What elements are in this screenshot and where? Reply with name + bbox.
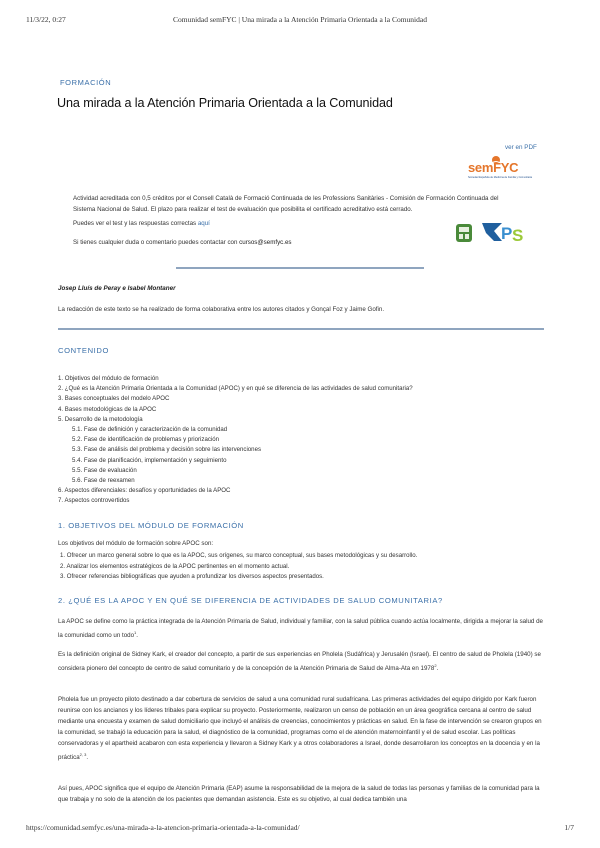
contact-email-link[interactable]: cursos@semfyc.es [239,239,292,246]
toc-item[interactable]: 4. Bases metodológicas de la APOC [58,405,157,413]
paragraph-text: La APOC se define como la práctica integrada de la Atención Primaria de Salud, individual y familiar, con la salud pública cuando actúa localmente, dirigida a mejorar la salud de la comunidad como un todo [58,618,543,640]
section2-heading: 2. ¿QUÉ ES LA APOC Y EN QUÉ SE DIFERENCIA DE ACTIVIDADES DE SALUD COMUNITARIA? [58,596,443,605]
toc-item[interactable]: 1. Objetivos del módulo de formación [58,375,159,382]
objective-item: 1. Ofrecer un marco general sobre lo que es la APOC, sus orígenes, su marco conceptual, sus bases metodológicas y su desarrollo. [60,552,418,559]
contact-prefix: Si tienes cualquier duda o comentario puedes contactar con [73,239,238,246]
accreditation-text: Actividad acreditada con 0,5 créditos por el Consell Català de Formació Continuada de les Professions Sanitàries - Comisión de Formación Continuada del Sistema Nacional de Salud. El plazo para realizar el test de evaluación que posibilita el certificado acreditativo está cerrado. [73,195,499,213]
section2-paragraph-2: Es la definición original de Sidney Kark, el creador del concepto, a partir de sus experiencias en Pholela (Sudáfrica) y Jerusalén (Israel). El centro de salud de Pholela (1940) se considera pionero del concepto de centro de salud comunitario y de la concepción de la Atención Primaria de Salud de Alma-Ata en 1978$^2$. [58,651,541,673]
section2-paragraph-4: Así pues, APOC significa que el equipo de Atención Primaria (EAP) asume la responsabilidad de la mejora de la salud de todas las personas y familias de la comunidad para la que trabaja y no solo de la atención de los pacientes que demandan asistencia. Este es su objetivo, al cual dedica también una [58,785,540,803]
semfyc-logo-text: semFYC [468,160,519,175]
toc-subitem[interactable]: 5.3. Fase de análisis del problema y decisión sobre las intervenciones [72,446,262,454]
semfyc-logo-tagline: Sociedad Española de Medicina de Familia y Comunitaria [468,176,533,179]
toc-subitem[interactable]: 5.4. Fase de planificación, implementación y seguimiento [72,456,227,464]
ps-logo-icon [480,219,530,245]
print-datetime: 11/3/22, 0:27 [26,15,66,24]
objective-item: 2. Analizar los elementos estratégicos de la APOC pertinentes en el momento actual. [60,562,290,570]
svg-text:S: S [512,226,524,245]
section1-heading: 1. OBJETIVOS DEL MÓDULO DE FORMACIÓN [58,521,244,530]
section1-objectives [60,551,546,583]
answers-prefix: Puedes ver el test y las respuestas correctas [73,220,197,227]
section1-lead: Los objetivos del módulo de formación sobre APOC son: [58,540,214,547]
apoc-badge-icon [454,222,474,244]
toc-subitem[interactable]: 5.2. Fase de identificación de problemas y priorización [72,436,220,444]
toc-item[interactable]: 3. Bases conceptuales del modelo APOC [58,395,170,403]
print-title: Comunidad semFYC | Una mirada a la Atención Primaria Orientada a la Comunidad [173,15,427,24]
toc-subitem[interactable]: 5.6. Fase de reexamen [72,477,135,485]
contents-heading: CONTENIDO [58,346,109,355]
print-page-number: 1/7 [564,823,574,832]
toc-item[interactable]: 6. Aspectos diferenciales: desafíos y oportunidades de la APOC [58,487,231,495]
intro-divider [176,267,424,269]
paragraph-text: Es la definición original de Sidney Kark, el creador del concepto, a partir de sus experiencias en Pholela (Sudáfrica) y Jerusalén (Israel). El centro de salud de Pholela (1940) se considera pionero del concepto de centro de salud comunitario y de la concepción de la Atención Primaria de Salud de Alma-Ata en 1978 [58,651,541,673]
objective-item: 3. Ofrecer referencias bibliográficas que ayuden a profundizar los diversos aspectos presentados. [60,573,324,580]
authors: Josep Lluís de Peray e Isabel Montaner [58,285,176,292]
toc-item[interactable]: 2. ¿Qué es la Atención Primaria Orientada a la Comunidad (APOC) y en qué se diferencia de las actividades de salud comunitaria? [58,385,413,393]
answers-line [73,218,473,229]
toc-item[interactable]: 7. Aspectos controvertidos [58,497,130,505]
table-of-contents [58,374,548,507]
citation-ref[interactable]: 2 [434,663,437,668]
citation-ref[interactable]: 2, 3 [79,752,87,757]
section2-paragraph-3: Pholela fue un proyecto piloto destinado a dar cobertura de servicios de salud a una comunidad rural sudafricana. Las primeras actividades del equipo dirigido por Kark fueron reunirse con los ancianos y los líderes tribales para explicar su proyecto. Posteriormente, realizaron un censo de población en un área geográfica cercana al centro de salud mediante una encuesta y examen de salud domiciliario que incluyó el análisis de creencias, conocimientos y prácticas en salud. En la fase de intervención se crearon grupos en la comunidad, se trabajó la educación para la salud, el diagnóstico de la comunidad, programas como el de atención maternoinfantil y el de salud escolar. Las políticas conservadoras y el apartheid acabaron con esta experiencia y llevaron a Sidney Kark y a otros colaboradores a Israel, donde desarrollaron los conceptos en la docencia y en la práctica$^{2, 3}$. [58,696,542,762]
answers-link[interactable]: aquí [197,220,210,227]
toc-item[interactable]: 5. Desarrollo de la metodología [58,415,143,423]
page-title: Una mirada a la Atención Primaria Orientada a la Comunidad [57,96,393,110]
collaboration-note: La redacción de este texto se ha realizado de forma colaborativa entre los autores citados y Gonçal Foz y Jaime Gofin. [58,306,385,313]
authors-divider [58,328,544,330]
view-pdf-link[interactable]: ver en PDF [505,144,537,151]
contact-line [73,237,453,248]
paragraph-text: Pholela fue un proyecto piloto destinado a dar cobertura de servicios de salud a una comunidad rural sudafricana. Las primeras actividades del equipo dirigido por Kark fueron reunirse con los ancianos y los líderes tribales para explicar su proyecto. Posteriormente, realizaron un censo de población en un área geográfica cercana al centro de salud mediante una encuesta y examen de salud domiciliario que incluyó el análisis de creencias, conocimientos y prácticas en salud. En la fase de intervención se crearon grupos en la comunidad, se trabajó la educación para la salud, el diagnóstico de la comunidad, programas como el de atención maternoinfantil y el de salud escolar. Las políticas conservadoras y el apartheid acabaron con esta experiencia y llevaron a Sidney Kark y a otros colaboradores a Israel, donde desarrollaron los conceptos en la docencia y en la práctica [58,696,542,762]
svg-text:P: P [501,224,513,243]
section2-paragraph-1: La APOC se define como la práctica integrada de la Atención Primaria de Salud, individual y familiar, con la salud pública cuando actúa localmente, dirigida a mejorar la salud de la comunidad como un todo$^1$. [58,618,543,640]
toc-subitem[interactable]: 5.5. Fase de evaluación [72,466,137,474]
category-label[interactable]: FORMACIÓN [60,78,112,87]
print-url: https://comunidad.semfyc.es/una-mirada-a-la-atencion-primaria-orientada-a-la-comunidad/ [26,823,300,832]
semfyc-logo[interactable] [466,154,542,184]
citation-ref[interactable]: 1 [134,630,137,635]
toc-subitem[interactable]: 5.1. Fase de definición y caracterización de la comunidad [72,426,228,434]
